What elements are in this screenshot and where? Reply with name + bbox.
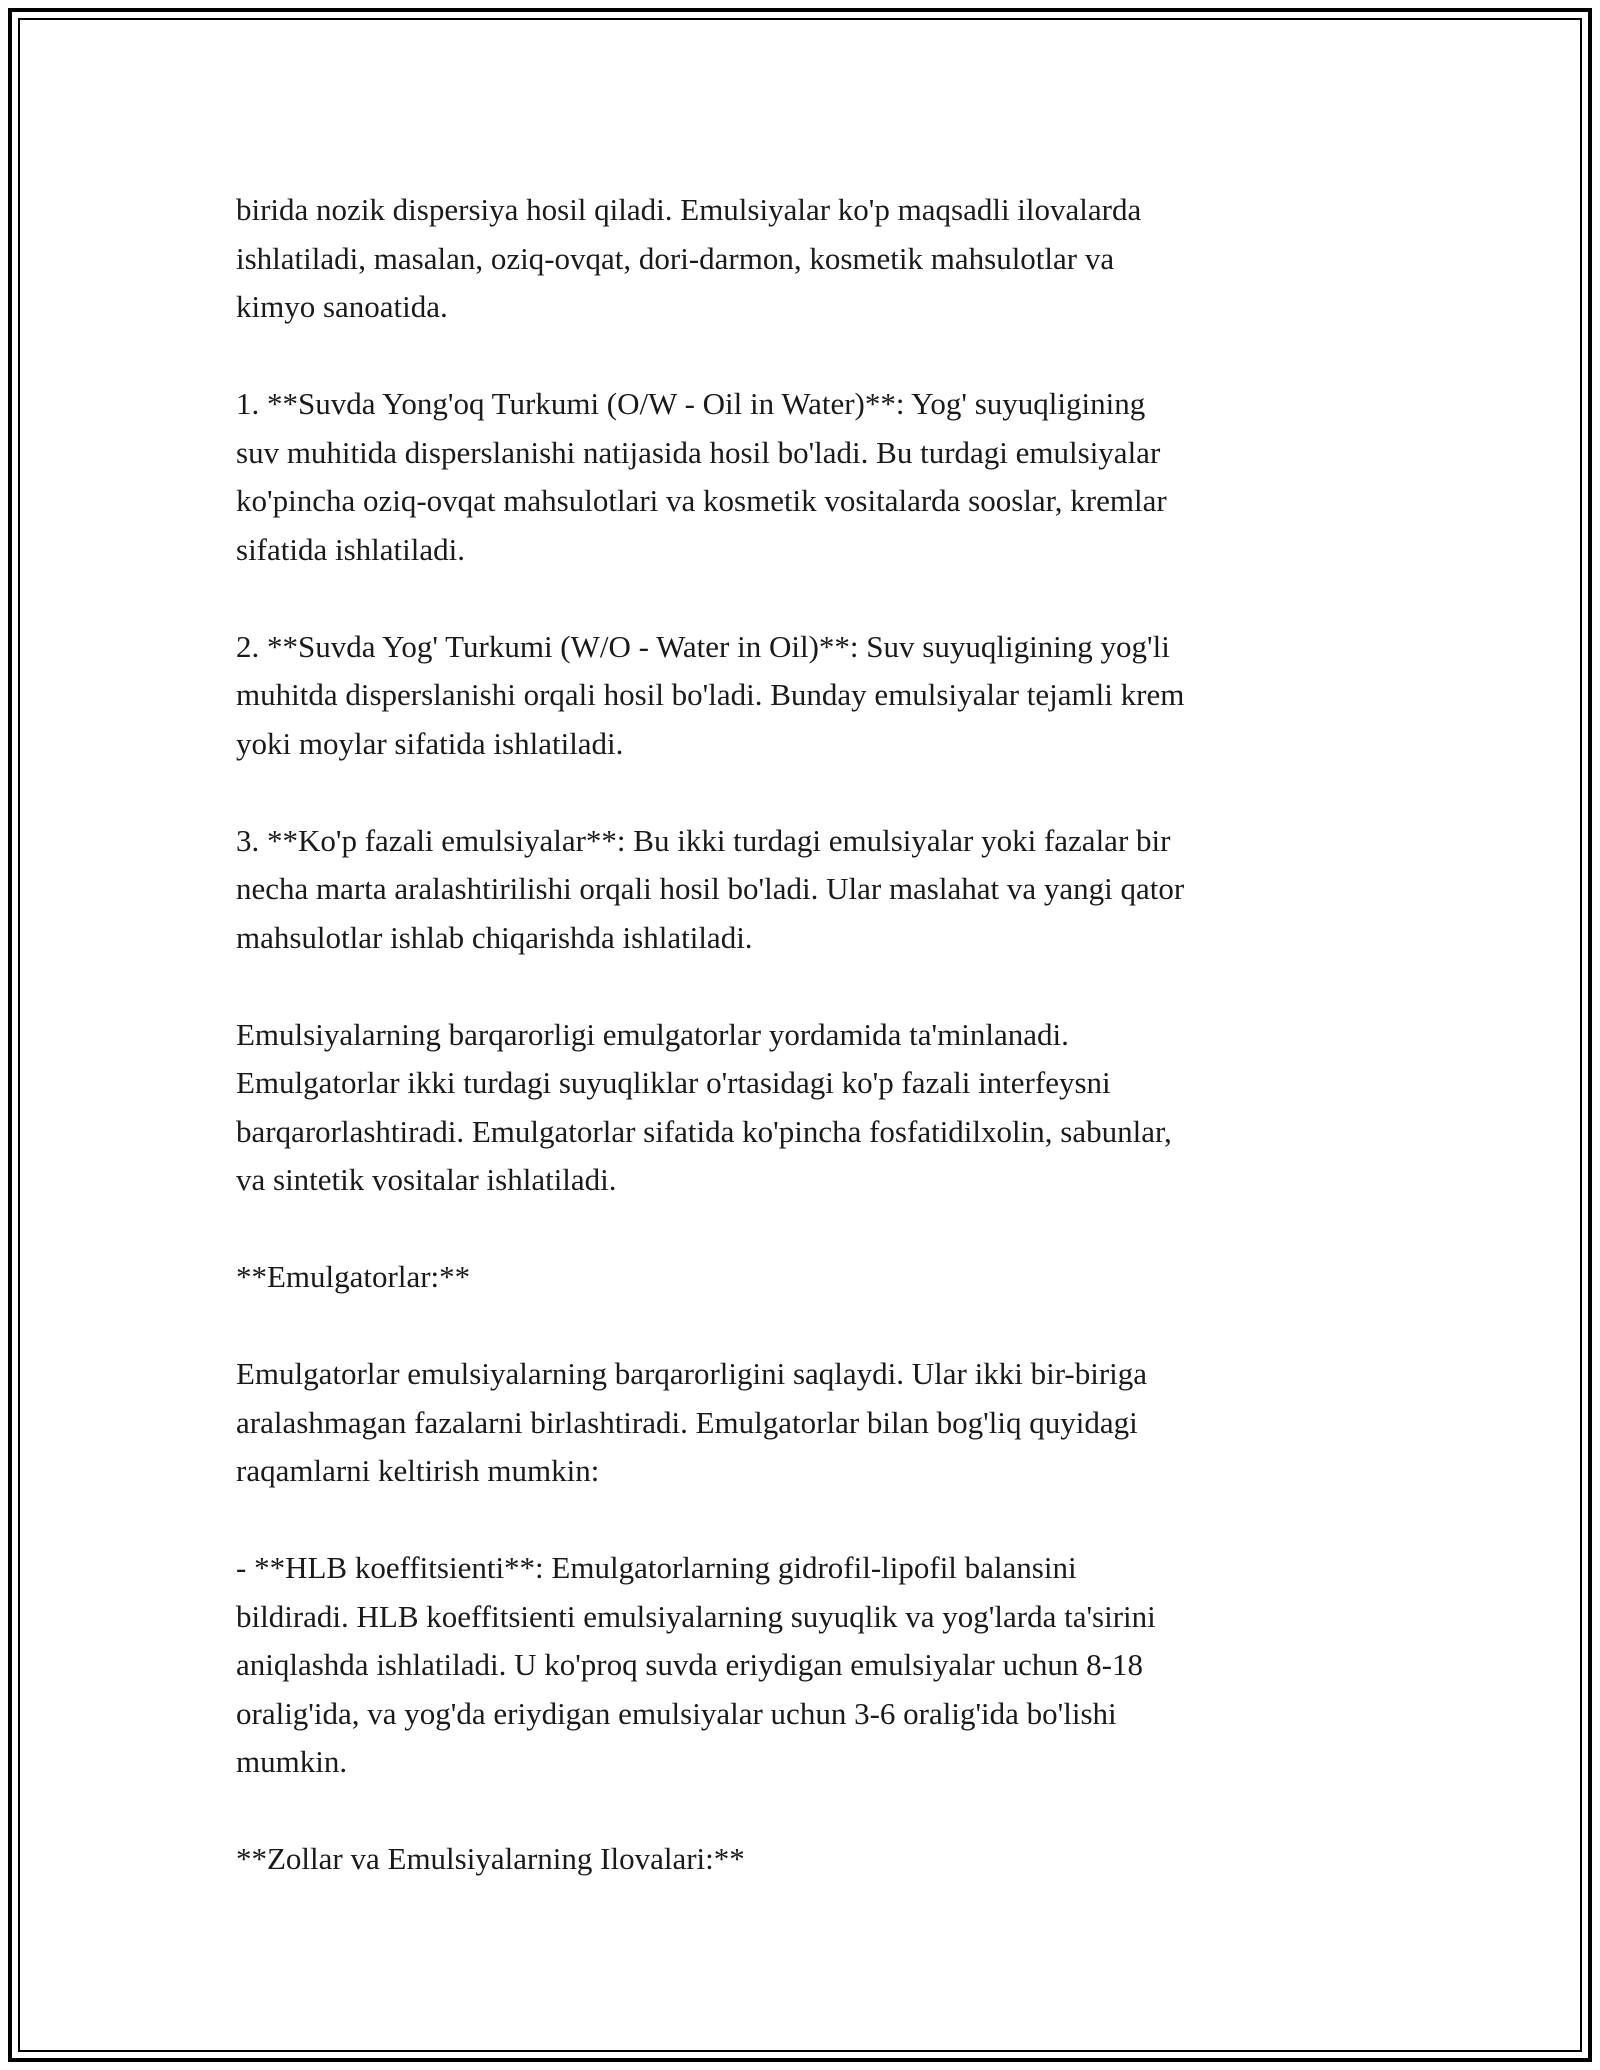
paragraph-wo-emulsion: 2. **Suvda Yog' Turkumi (W/O - Water in Oil)**: Suv suyuqligining yog'li muhitda disperslanishi orqali hosil bo'ladi. Bunday emulsiyalar tejamli krem yoki moylar sifatida ishlatiladi.	[236, 628, 1185, 761]
heading-applications: **Zollar va Emulsiyalarning Ilovalari:**	[236, 1841, 745, 1876]
paragraph-emulgators: Emulgatorlar emulsiyalarning barqarorligini saqlaydi. Ular ikki bir-biriga aralashmagan fazalarni birlashtiradi. Emulgatorlar bilan bog'liq quyidagi raqamlarni keltirish mumkin:	[236, 1356, 1148, 1488]
paragraph-stability: Emulsiyalarning barqarorligi emulgatorlar yordamida ta'minlanadi. Emulgatorlar ikki turdagi suyuqliklar o'rtasidagi ko'p fazali interfeysni barqarorlashtiradi. Emulgatorlar sifatida ko'pincha fosfatidilxolin, sabunlar, va sintetik vositalar ishlatiladi.	[236, 1016, 1172, 1197]
paragraph-ow-emulsion: 1. **Suvda Yong'oq Turkumi (O/W - Oil in Water)**: Yog' suyuqligining suv muhitida disperslanishi natijasida hosil bo'ladi. Bu turdagi emulsiyalar ko'pincha oziq-ovqat mahsulotlari va kosmetik vositalarda sooslar, kremlar sifatida ishlatiladi.	[236, 386, 1167, 567]
paragraph-hlb: - **HLB koeffitsienti**: Emulgatorlarning gidrofil-lipofil balansini bildiradi. HLB koeffitsienti emulsiyalarning suyuqlik va yog'larda ta'sirini aniqlashda ishlatiladi. U ko'proq suvda eriydigan emulsiyalar uchun 8-18 oralig'ida, va yog'da eriydigan emulsiyalar uchun 3-6 oralig'ida bo'lishi mumkin.	[236, 1550, 1156, 1779]
document-body	[236, 186, 1366, 1884]
paragraph-intro: birida nozik dispersiya hosil qiladi. Emulsiyalar ko'p maqsadli ilovalarda ishlatiladi, masalan, oziq-ovqat, dori-darmon, kosmetik mahsulotlar va kimyo sanoatida.	[236, 192, 1142, 324]
heading-emulgators: **Emulgatorlar:**	[236, 1259, 471, 1294]
paragraph-multiphase-emulsion: 3. **Ko'p fazali emulsiyalar**: Bu ikki turdagi emulsiyalar yoki fazalar bir necha marta aralashtirilishi orqali hosil bo'ladi. Ular maslahat va yangi qator mahsulotlar ishlab chiqarishda ishlatiladi.	[236, 822, 1185, 955]
